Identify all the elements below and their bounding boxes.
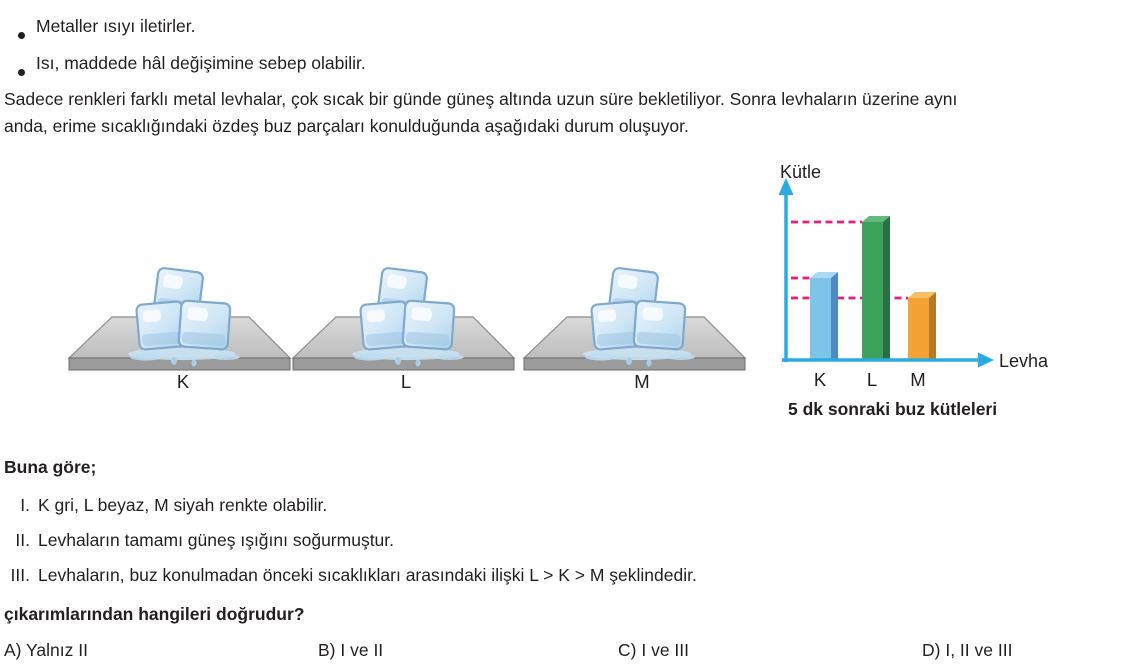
statement-1-text: K gri, L beyaz, M siyah renkte olabilir. [38, 495, 328, 515]
bullet-item-2: Isı, maddede hâl değişimine sebep olabilir. [36, 53, 366, 73]
bar-label-L: L [866, 369, 878, 390]
paragraph-line-1: Sadece renkleri farklı metal levhalar, çok sıcak bir günde güneş altında uzun süre bekletiliyor. Sonra levhaların üzerine aynı [4, 89, 958, 109]
statement-1 [0, 495, 327, 516]
statement-2 [0, 530, 394, 551]
bar-label-M: M [910, 369, 926, 390]
option-D-key: D) [922, 640, 941, 660]
option-A-text: Yalnız II [26, 640, 88, 660]
option-C-text: I ve III [641, 640, 689, 660]
statement-2-text: Levhaların tamamı güneş ışığını soğurmuştur. [38, 530, 395, 550]
option-A-key: A) [4, 640, 22, 660]
bar-label-K: K [813, 369, 827, 390]
statement-1-numeral: I. [20, 495, 30, 515]
x-axis-arrow-icon [978, 353, 994, 368]
option-B-key: B) [318, 640, 336, 660]
option-C [618, 640, 689, 661]
chart-caption: 5 dk sonraki buz kütleleri [788, 399, 998, 419]
statement-3-numeral: III. [10, 565, 30, 585]
bar-chart [751, 156, 1065, 424]
y-axis-label: Kütle [780, 162, 822, 182]
plate-label-M: M [634, 371, 650, 392]
ice-plate-L [290, 262, 526, 374]
x-axis-label: Levha [999, 351, 1049, 371]
option-D [922, 640, 1012, 661]
bullet-item-1: Metaller ısıyı iletirler. [36, 16, 196, 36]
statement-3-text: Levhaların, buz konulmadan önceki sıcaklıkları arasındaki ilişki L > K > M şeklindedir. [38, 565, 697, 585]
option-B-text: I ve II [340, 640, 384, 660]
question-line: çıkarımlarından hangileri doğrudur? [4, 604, 305, 624]
bullet-dot [18, 63, 25, 81]
option-D-text: I, II ve III [945, 640, 1013, 660]
option-A [4, 640, 88, 661]
plate-label-K: K [176, 371, 190, 392]
paragraph-line-2: anda, erime sıcaklığındaki özdeş buz parçaları konulduğunda aşağıdaki durum oluşuyor. [4, 116, 689, 136]
ice-plate-M [521, 262, 757, 374]
ice-plate-K [66, 262, 302, 374]
bar-M [908, 292, 936, 360]
bar-L [862, 216, 890, 360]
statement-2-numeral: II. [15, 530, 30, 550]
bar-K [810, 272, 838, 360]
option-B [318, 640, 383, 661]
plate-label-L: L [400, 371, 412, 392]
section-heading: Buna göre; [4, 457, 97, 477]
statement-3 [0, 565, 697, 586]
option-C-key: C) [618, 640, 637, 660]
bullet-dot [18, 26, 25, 44]
